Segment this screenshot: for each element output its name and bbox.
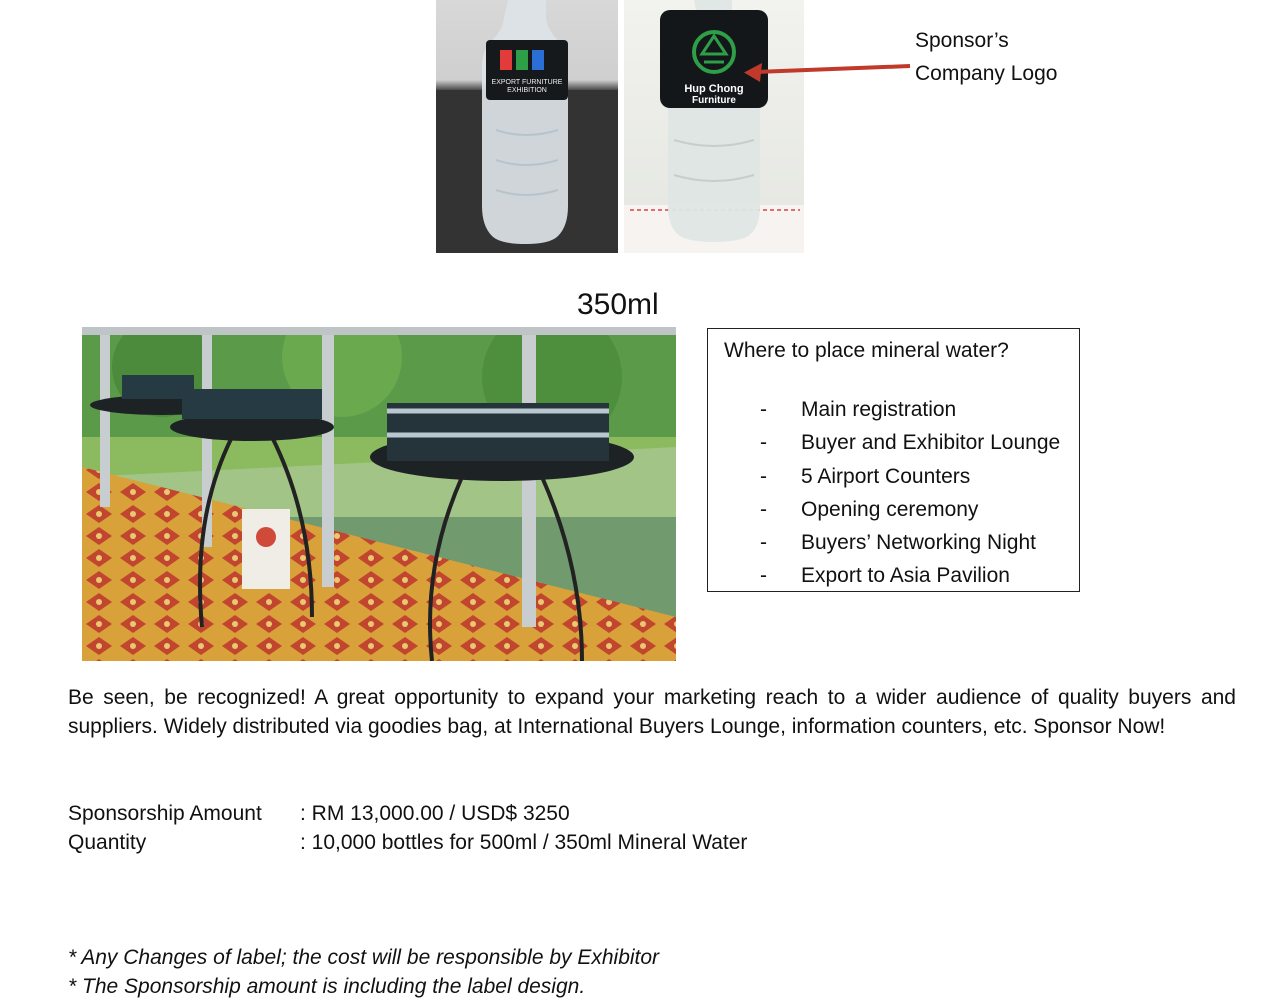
list-item <box>760 493 1060 526</box>
bottle-photo-sponsor <box>624 0 804 253</box>
callout-line2: Company Logo <box>915 62 1058 85</box>
list-dash: - <box>760 531 767 555</box>
placement-list <box>760 393 1060 593</box>
footnote-2: * The Sponsorship amount is including the label design. <box>68 975 586 998</box>
amount-value: : RM 13,000.00 / USD$ 3250 <box>300 802 570 825</box>
amount-label: Sponsorship Amount <box>68 802 262 825</box>
footnotes <box>68 943 659 1001</box>
bottle-photo-efe <box>436 0 618 253</box>
bottle-sponsor-illustration <box>624 0 804 253</box>
list-item-text: Export to Asia Pavilion <box>801 564 1010 588</box>
list-dash: - <box>760 564 767 588</box>
list-item-text: Opening ceremony <box>801 497 979 521</box>
callout-line1: Sponsor’s <box>915 29 1009 52</box>
quantity-label: Quantity <box>68 831 147 854</box>
bottle-efe-illustration <box>436 0 618 253</box>
intro-paragraph <box>68 683 1236 741</box>
sponsor-logo-callout <box>915 24 1057 90</box>
bottle-sponsor-label-line2: Furniture <box>692 95 736 106</box>
list-item-text: Buyers’ Networking Night <box>801 531 1036 555</box>
bottle-efe-label-line2: EXHIBITION <box>507 87 547 94</box>
list-dash: - <box>760 497 767 521</box>
placement-box <box>707 328 1080 592</box>
list-item <box>760 393 1060 426</box>
footnote-1: * Any Changes of label; the cost will be responsible by Exhibitor <box>68 946 660 969</box>
placement-title: Where to place mineral water? <box>724 339 1009 362</box>
bottle-efe-label-line1: EXPORT FURNITURE <box>491 79 563 86</box>
list-item-text: 5 Airport Counters <box>801 464 971 488</box>
intro-line1: Be seen, be recognized! A great opportunity to expand your marketing reach to a wider audience of quality buyers and <box>68 686 1236 709</box>
bottle-sponsor-label-line1: Hup Chong <box>684 83 744 95</box>
list-item <box>760 426 1060 459</box>
list-item-text: Buyer and Exhibitor Lounge <box>801 431 1061 455</box>
list-dash: - <box>760 464 767 488</box>
list-item <box>760 460 1060 493</box>
list-dash: - <box>760 398 767 421</box>
sponsorship-terms <box>68 799 747 857</box>
list-item-text: Main registration <box>801 398 957 421</box>
list-item <box>760 526 1060 559</box>
list-item <box>760 559 1060 592</box>
list-dash: - <box>760 431 767 455</box>
bottle-size-label: 350ml <box>577 288 659 321</box>
venue-photo <box>82 327 676 661</box>
callout-arrow-icon <box>740 55 915 95</box>
intro-line2: suppliers. Widely distributed via goodies bag, at International Buyers Lounge, information counters, etc. Sponsor Now! <box>68 715 1166 738</box>
quantity-value: : 10,000 bottles for 500ml / 350ml Mineral Water <box>300 831 748 854</box>
